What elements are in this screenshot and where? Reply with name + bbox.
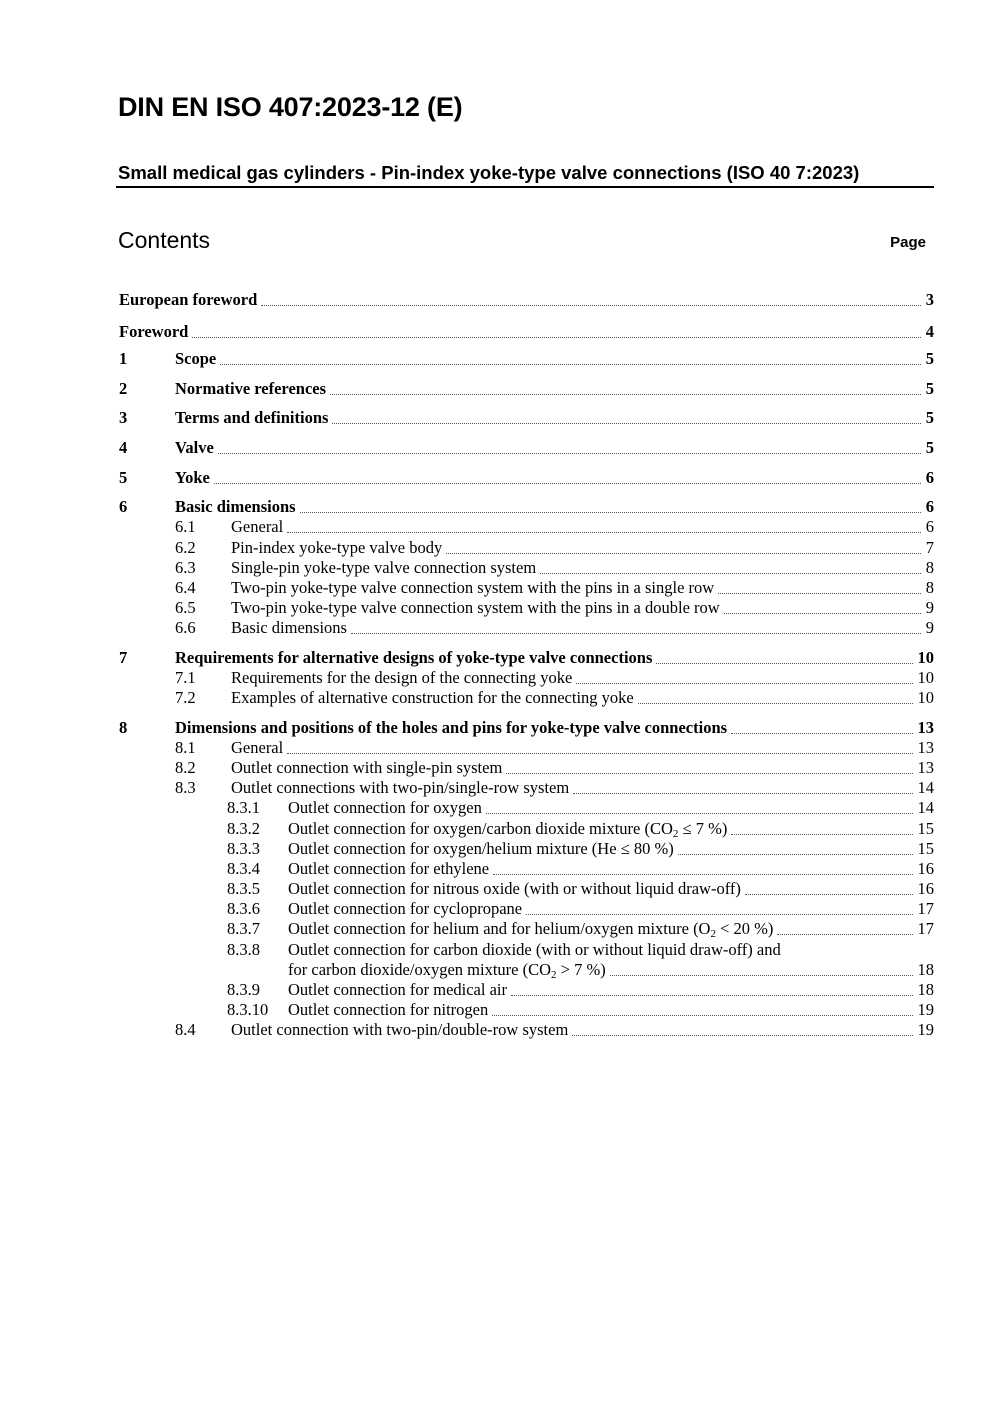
toc-entry-number: 8.3.6	[227, 899, 260, 918]
toc-dot-leader	[540, 573, 921, 574]
toc-entry-title-text: Basic dimensions	[175, 497, 296, 516]
toc-entry[interactable]	[0, 1000, 992, 1020]
toc-entry-number: 8.3.10	[227, 1000, 269, 1019]
toc-entry-title-text: Outlet connection with two-pin/double-row system	[231, 1020, 569, 1039]
toc-dot-leader	[731, 733, 912, 734]
toc-entry[interactable]	[0, 578, 992, 598]
toc-entry-number: 6	[119, 497, 128, 516]
toc-entry-title-text: European foreword	[119, 290, 258, 309]
toc-entry-title-text: Outlet connection for oxygen/helium mixture (He ≤ 80 %)	[288, 839, 674, 858]
toc-entry-title	[119, 290, 257, 310]
toc-entry-number: 6.4	[175, 578, 196, 597]
toc-entry-title-text: Outlet connection for ethylene	[288, 859, 490, 878]
toc-dot-leader	[511, 995, 913, 996]
contents-heading: Contents	[118, 227, 211, 253]
toc-entry-title-text: Requirements for the design of the connecting yoke	[231, 668, 573, 687]
toc-entry-number: 8.2	[175, 758, 196, 777]
toc-entry-page-number: 7	[925, 538, 934, 557]
toc-entry-number: 6.2	[175, 538, 196, 557]
toc-dot-leader	[192, 337, 920, 338]
toc-entry-title-text: Outlet connection for medical air	[288, 980, 507, 999]
toc-entry-title	[175, 497, 296, 517]
toc-entry-title-text: Outlet connection for carbon dioxide (with or without liquid draw-off) and	[288, 940, 781, 959]
toc-dot-leader	[300, 512, 921, 513]
toc-entry-page-number: 13	[917, 718, 934, 737]
toc-entry[interactable]	[0, 899, 992, 919]
toc-entry-page-number: 5	[925, 379, 934, 398]
toc-entry-number: 7	[119, 648, 128, 667]
toc-dot-leader	[610, 975, 913, 976]
toc-entry[interactable]	[0, 648, 992, 668]
toc-entry-title	[175, 408, 328, 428]
toc-entry[interactable]	[0, 798, 992, 818]
toc-dot-leader	[330, 394, 921, 395]
toc-entry[interactable]	[0, 688, 992, 708]
toc-dot-leader	[724, 613, 921, 614]
toc-entry-title	[288, 859, 489, 879]
toc-entry-title	[231, 758, 502, 778]
toc-entry-page-number: 15	[917, 839, 934, 858]
toc-entry-number: 6.5	[175, 598, 196, 617]
toc-entry[interactable]	[0, 349, 992, 369]
toc-entry-number: 8.4	[175, 1020, 196, 1039]
toc-entry[interactable]	[0, 839, 992, 859]
toc-dot-leader	[576, 683, 912, 684]
toc-entry-page-number: 9	[925, 618, 934, 637]
toc-entry[interactable]	[0, 468, 992, 488]
toc-dot-leader	[745, 894, 913, 895]
toc-entry-number: 7.1	[175, 668, 196, 687]
toc-entry[interactable]	[0, 290, 992, 310]
toc-entry-title-text: Basic dimensions	[231, 618, 347, 637]
toc-dot-leader	[718, 593, 921, 594]
toc-entry-number: 8.3.2	[227, 819, 260, 838]
toc-entry-title	[231, 598, 720, 618]
toc-entry-title-text: General	[231, 738, 284, 757]
toc-entry-title	[175, 468, 210, 488]
toc-entry-title	[288, 919, 773, 939]
toc-entry[interactable]	[0, 758, 992, 778]
toc-dot-leader	[506, 773, 912, 774]
toc-dot-leader	[731, 834, 912, 835]
toc-entry-page-number: 9	[925, 598, 934, 617]
toc-entry-title-tail: ≤ 7 %)	[678, 819, 728, 838]
toc-entry-title	[231, 778, 569, 798]
toc-entry[interactable]	[0, 497, 992, 517]
document-subtitle: Small medical gas cylinders - Pin-index yoke-type valve connections (ISO 40 7:2023)	[116, 162, 934, 188]
toc-entry[interactable]	[0, 517, 992, 537]
toc-entry-title-text: Normative references	[175, 379, 327, 398]
toc-entry-page-number: 13	[917, 758, 934, 777]
toc-entry-title-text: Outlet connection for helium and for helium/oxygen mixture (O	[288, 919, 711, 938]
toc-entry-page-number: 5	[925, 408, 934, 427]
toc-entry-number: 8	[119, 718, 128, 737]
toc-entry[interactable]	[0, 408, 992, 428]
toc-entry-title	[119, 322, 188, 342]
toc-entry-title	[175, 648, 652, 668]
toc-entry-page-number: 6	[925, 497, 934, 516]
toc-dot-leader	[332, 423, 920, 424]
toc-dot-leader	[446, 553, 921, 554]
toc-entry-page-number: 5	[925, 349, 934, 368]
toc-entry-number: 1	[119, 349, 128, 368]
toc-entry-page-number: 16	[917, 879, 934, 898]
page-column-label: Page	[890, 234, 926, 251]
toc-entry-page-number: 18	[917, 980, 934, 999]
toc-dot-leader	[287, 532, 921, 533]
toc-entry-page-number: 16	[917, 859, 934, 878]
toc-entry-title-text: Outlet connection for cyclopropane	[288, 899, 523, 918]
toc-entry-title	[231, 738, 283, 758]
toc-entry-title	[231, 538, 442, 558]
toc-entry-page-number: 10	[917, 648, 934, 667]
toc-entry-number: 8.3.3	[227, 839, 260, 858]
toc-entry-title-text: Two-pin yoke-type valve connection system with the pins in a single row	[231, 578, 715, 597]
toc-entry-title-text: Examples of alternative construction for the connecting yoke	[231, 688, 634, 707]
toc-entry-title-text: Two-pin yoke-type valve connection system with the pins in a double row	[231, 598, 720, 617]
toc-dot-leader	[492, 1015, 912, 1016]
toc-entry[interactable]	[0, 738, 992, 758]
toc-dot-leader	[218, 453, 921, 454]
toc-entry-title-tail: < 20 %)	[715, 919, 774, 938]
toc-entry-subscript: 2	[551, 969, 557, 981]
toc-entry-page-number: 5	[925, 438, 934, 457]
toc-entry[interactable]	[0, 879, 992, 899]
toc-entry[interactable]	[0, 919, 992, 939]
toc-dot-leader	[656, 663, 912, 664]
toc-entry-title	[231, 618, 347, 638]
toc-entry[interactable]	[0, 940, 992, 960]
toc-dot-leader	[526, 914, 912, 915]
toc-entry-page-number: 18	[917, 960, 934, 979]
toc-entry-number: 6.3	[175, 558, 196, 577]
toc-entry-title	[175, 718, 727, 738]
toc-entry-title	[231, 1020, 568, 1040]
toc-entry-page-number: 8	[925, 578, 934, 597]
toc-entry-page-number: 17	[917, 899, 934, 918]
toc-entry-title	[231, 688, 634, 708]
toc-entry-title	[231, 668, 572, 688]
toc-entry[interactable]	[0, 859, 992, 879]
toc-entry-number: 8.3.5	[227, 879, 260, 898]
toc-entry-title-text: Scope	[175, 349, 217, 368]
toc-entry-number: 7.2	[175, 688, 196, 707]
toc-dot-leader	[351, 633, 921, 634]
toc-entry[interactable]	[0, 819, 992, 839]
toc-entry-number: 8.3.1	[227, 798, 260, 817]
toc-entry-title	[175, 349, 216, 369]
toc-entry-title-text: Outlet connection for nitrous oxide (with or without liquid draw-off)	[288, 879, 741, 898]
toc-entry-title-tail: > 7 %)	[556, 960, 606, 979]
toc-entry[interactable]	[0, 668, 992, 688]
toc-entry-title	[288, 819, 727, 839]
toc-entry-page-number: 6	[925, 468, 934, 487]
toc-entry[interactable]	[0, 322, 992, 342]
toc-dot-leader	[493, 874, 912, 875]
toc-entry[interactable]	[0, 980, 992, 1000]
toc-entry-title	[288, 940, 781, 960]
toc-entry[interactable]	[0, 778, 992, 798]
toc-entry-title	[231, 517, 283, 537]
toc-entry-title-text: Outlet connections with two-pin/single-row system	[231, 778, 570, 797]
toc-entry-number: 8.3	[175, 778, 196, 797]
toc-entry-title	[231, 558, 536, 578]
toc-entry-title	[288, 1000, 488, 1020]
toc-entry-title-text: Outlet connection for oxygen	[288, 798, 482, 817]
toc-entry-title	[288, 980, 507, 1000]
toc-entry[interactable]	[0, 618, 992, 638]
toc-entry-number: 8.1	[175, 738, 196, 757]
toc-entry-title	[288, 879, 741, 899]
toc-entry[interactable]	[0, 379, 992, 399]
toc-dot-leader	[287, 753, 912, 754]
toc-entry-title	[175, 438, 214, 458]
toc-entry-title	[231, 578, 714, 598]
toc-entry-subscript: 2	[672, 828, 679, 840]
toc-entry[interactable]	[0, 558, 992, 578]
toc-entry-number: 3	[119, 408, 128, 427]
toc-entry-page-number: 10	[917, 688, 934, 707]
toc-entry-title-text: Valve	[175, 438, 214, 457]
toc-entry-page-number: 19	[917, 1020, 934, 1039]
toc-dot-leader	[638, 703, 913, 704]
toc-entry-title-text: for carbon dioxide/oxygen mixture (CO	[288, 960, 552, 979]
toc-entry-title-text: Outlet connection for nitrogen	[288, 1000, 489, 1019]
toc-entry-number: 8.3.4	[227, 859, 260, 878]
toc-entry[interactable]	[0, 1020, 992, 1040]
toc-entry-page-number: 6	[925, 517, 934, 536]
toc-entry-number: 8.3.7	[227, 919, 260, 938]
toc-entry-page-number: 4	[925, 322, 934, 341]
toc-entry[interactable]	[0, 538, 992, 558]
toc-entry-title	[288, 839, 674, 859]
toc-dot-leader	[220, 364, 921, 365]
toc-entry[interactable]	[0, 438, 992, 458]
toc-entry-title	[288, 899, 522, 919]
toc-entry-title-text: Outlet connection with single-pin system	[231, 758, 503, 777]
toc-dot-leader	[777, 934, 912, 935]
toc-entry-page-number: 13	[917, 738, 934, 757]
toc-entry-title-text: Outlet connection for oxygen/carbon dioxide mixture (CO	[288, 819, 673, 838]
toc-entry-title	[288, 960, 606, 980]
toc-entry-title-text: Requirements for alternative designs of yoke-type valve connections	[175, 648, 653, 667]
toc-entry-title-text: Dimensions and positions of the holes and pins for yoke-type valve connections	[175, 718, 728, 737]
toc-dot-leader	[214, 483, 921, 484]
toc-entry-title-text: Yoke	[175, 468, 210, 487]
toc-entry-number: 6.6	[175, 618, 196, 637]
toc-entry-page-number: 8	[925, 558, 934, 577]
toc-entry-number: 4	[119, 438, 128, 457]
toc-entry[interactable]	[0, 718, 992, 738]
toc-entry-subscript: 2	[710, 928, 716, 940]
toc-entry-page-number: 19	[917, 1000, 934, 1019]
toc-entry-number: 5	[119, 468, 128, 487]
toc-entry-number: 2	[119, 379, 128, 398]
toc-entry-page-number: 14	[917, 798, 934, 817]
toc-entry[interactable]	[0, 598, 992, 618]
document-identifier: DIN EN ISO 407:2023-12 (E)	[118, 92, 463, 122]
toc-entry-page-number: 10	[917, 668, 934, 687]
toc-entry-number: 8.3.9	[227, 980, 260, 999]
toc-entry-page-number: 3	[925, 290, 934, 309]
toc-entry-number: 8.3.8	[227, 940, 260, 959]
toc-entry-title	[175, 379, 326, 399]
toc-entry-title-text: Foreword	[119, 322, 189, 341]
toc-dot-leader	[573, 793, 912, 794]
toc-dot-leader	[261, 305, 920, 306]
toc-dot-leader	[572, 1035, 912, 1036]
toc-entry-title-text: Single-pin yoke-type valve connection system	[231, 558, 537, 577]
toc-entry-number: 6.1	[175, 517, 196, 536]
toc-entry-title	[288, 798, 482, 818]
toc-entry-page-number: 15	[917, 819, 934, 838]
toc-entry-title-text: General	[231, 517, 284, 536]
toc-entry-page-number: 17	[917, 919, 934, 938]
toc-dot-leader	[486, 813, 913, 814]
toc-entry-page-number: 14	[917, 778, 934, 797]
toc-dot-leader	[678, 854, 913, 855]
toc-entry-title-text: Terms and definitions	[175, 408, 329, 427]
toc-entry-title-text: Pin-index yoke-type valve body	[231, 538, 443, 557]
toc-entry[interactable]	[0, 960, 992, 980]
